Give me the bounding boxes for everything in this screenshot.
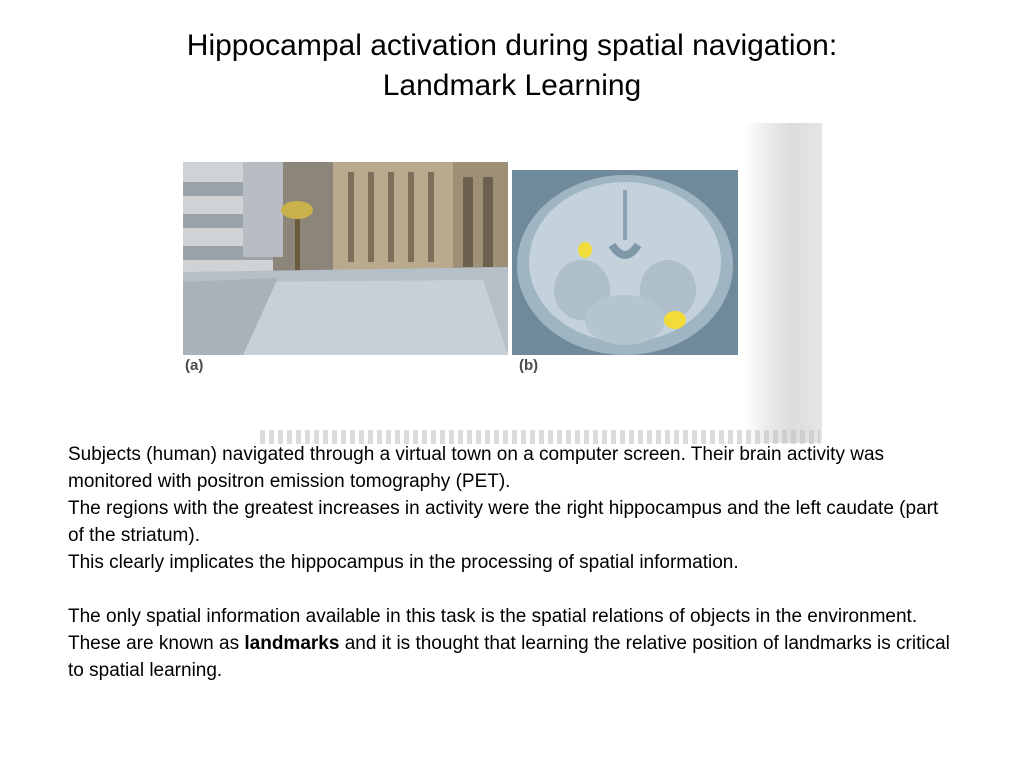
slide-title-line-1: Hippocampal activation during spatial navigation: (186, 29, 838, 62)
virtual-town-image (183, 162, 508, 355)
paragraph-subjects: Subjects (human) navigated through a virtual town on a computer screen. Their brain activity was monitored with positron emission tomography (PET). (68, 444, 885, 492)
virtual-town-illustration (183, 162, 508, 355)
scan-edge (745, 123, 822, 443)
paragraph-landmarks (68, 603, 958, 684)
landmarks-text-after: and it is thought that learning the relative position of landmarks is critical to spatial learning. (68, 633, 950, 681)
slide-title (0, 26, 1024, 106)
paragraph-gap (68, 576, 958, 603)
slide-title-line-2: Landmark Learning (382, 69, 642, 102)
figure-label-b: (b) (519, 357, 539, 374)
paragraph-regions: The regions with the greatest increases in activity were the right hippocampus and the left caudate (part of the striatum). (68, 498, 939, 546)
brain-scan-illustration (512, 170, 738, 355)
figure-label-a: (a) (185, 357, 204, 374)
landmarks-text-before: The only spatial information available in this task is the spatial relations of objects in the environment. These are known as (68, 606, 918, 654)
paragraph-implication: This clearly implicates the hippocampus in the processing of spatial information. (68, 552, 739, 573)
figure (150, 120, 830, 450)
landmarks-keyword: landmarks (244, 633, 340, 654)
brain-scan-image (512, 170, 738, 355)
body-text (68, 441, 958, 684)
